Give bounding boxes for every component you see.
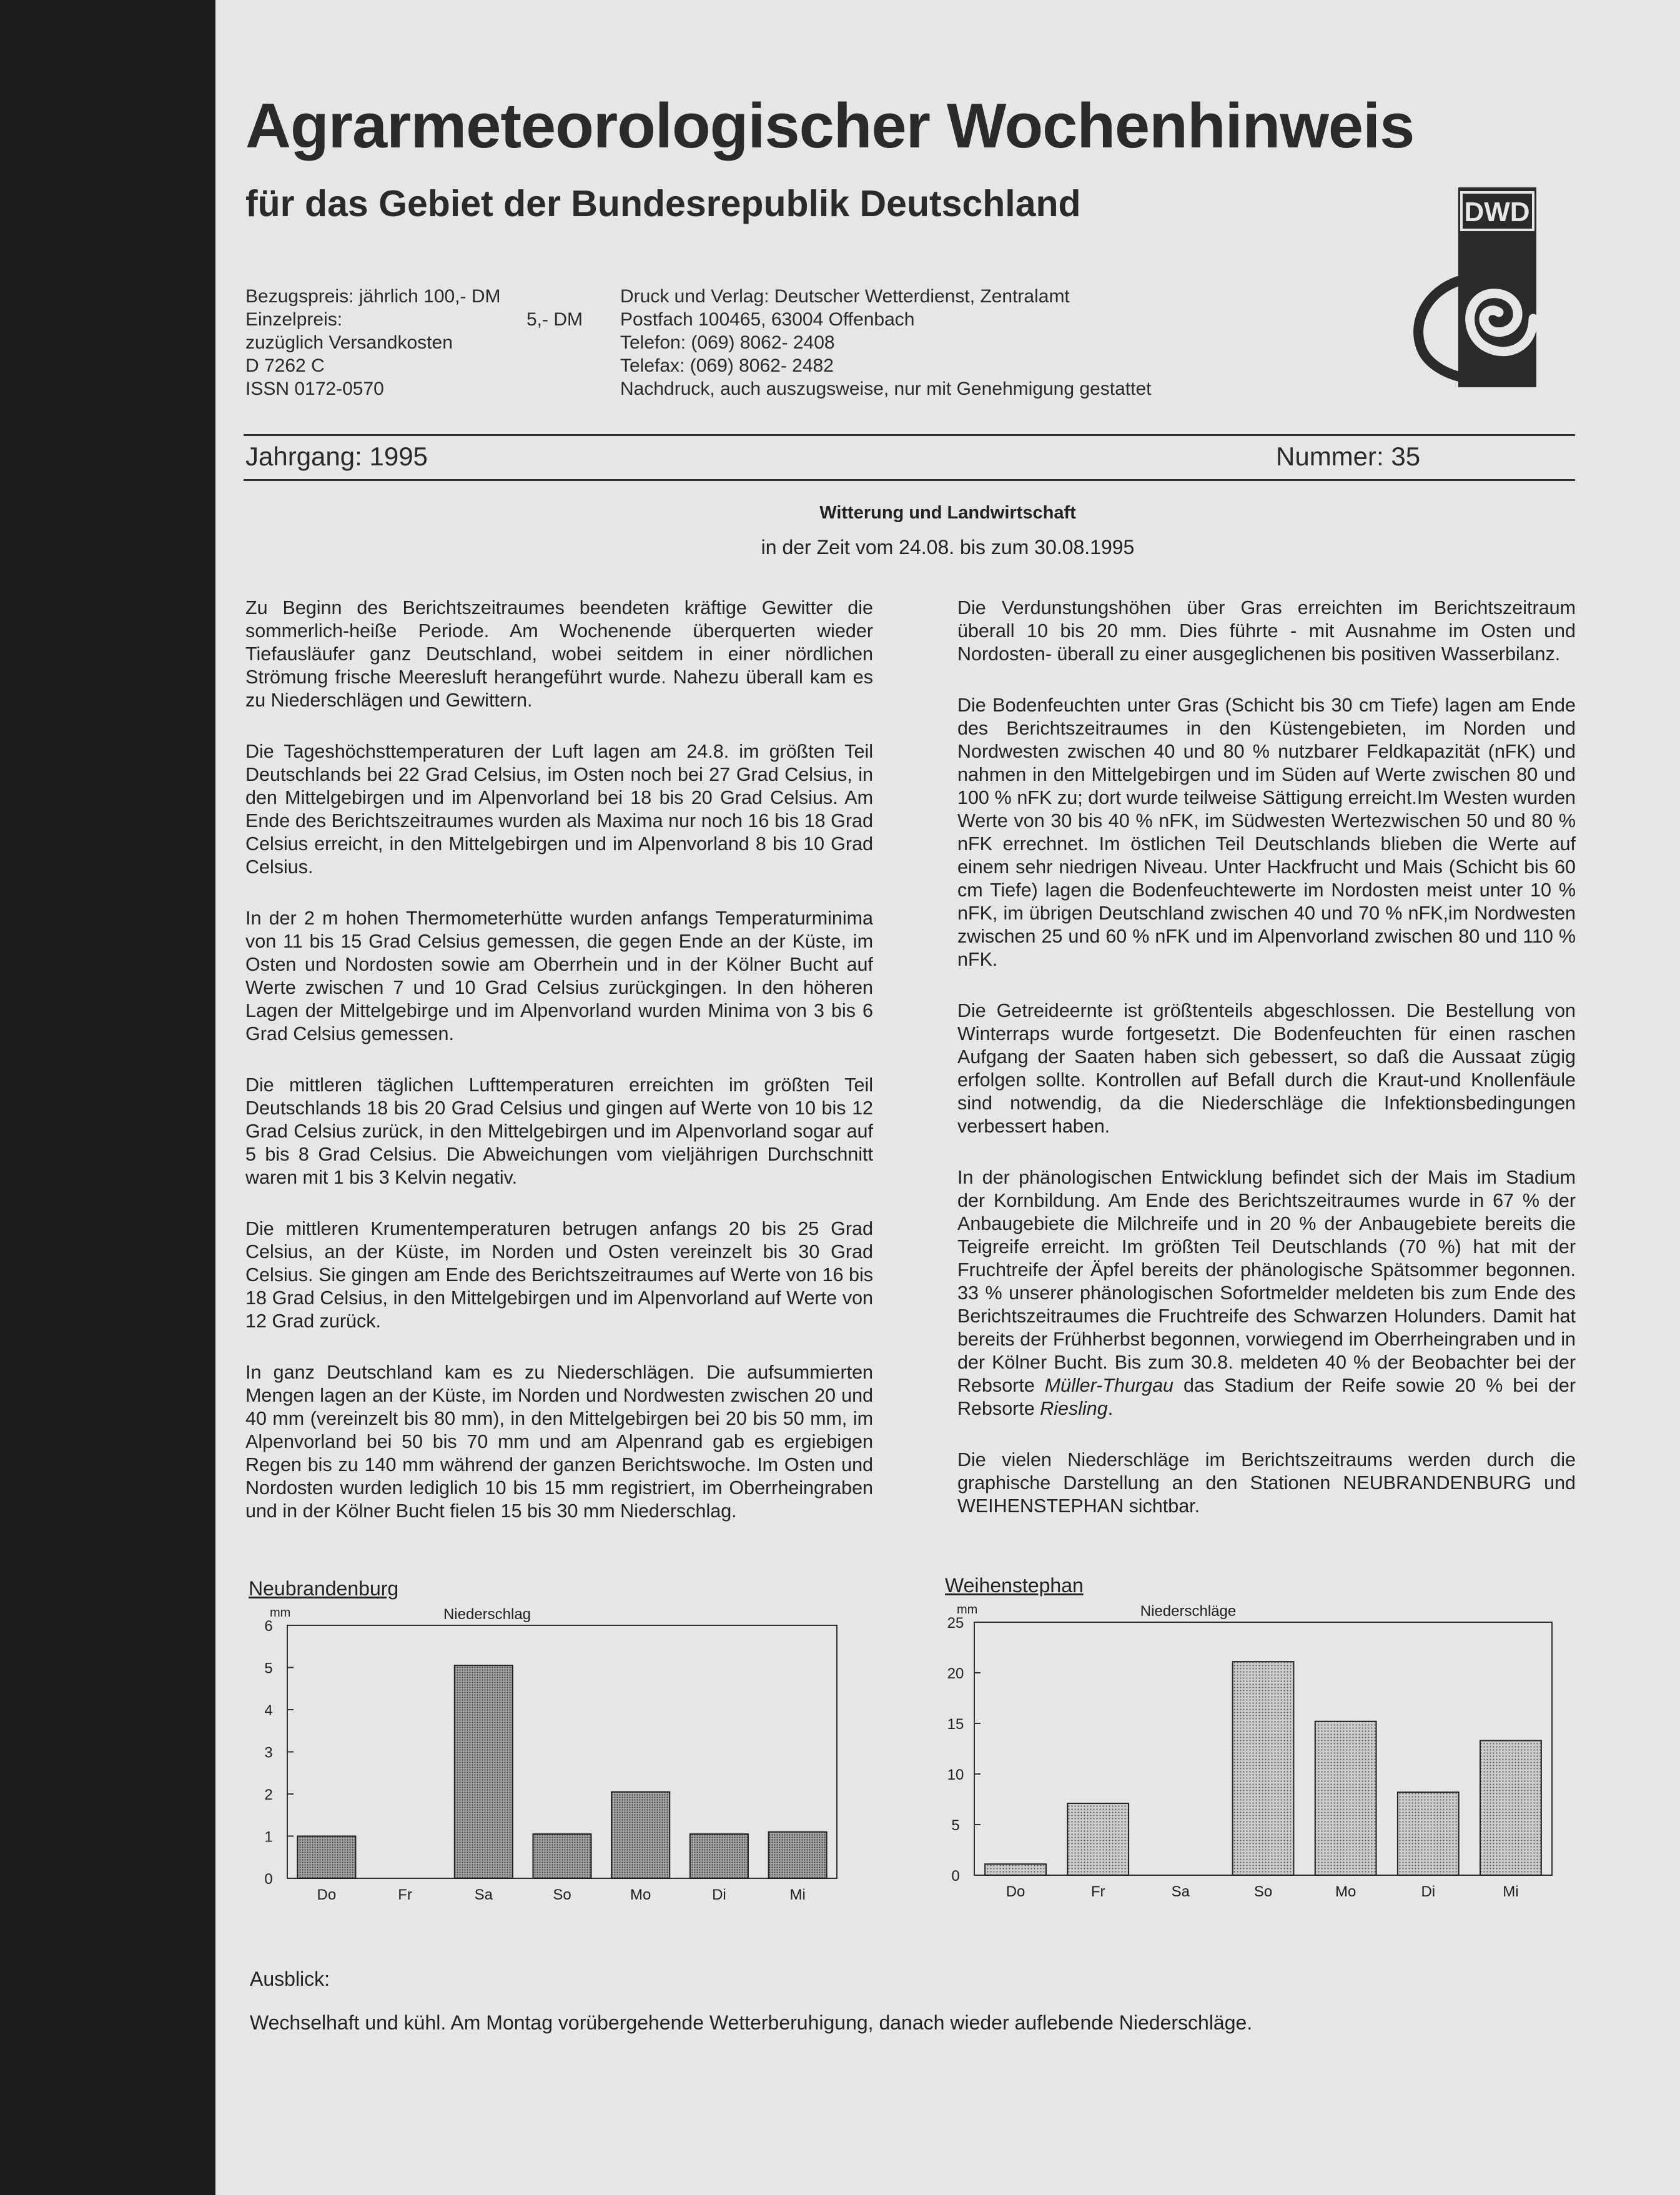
paragraph: In ganz Deutschland kam es zu Niederschlägen. Die aufsummierten Mengen lagen an der Küste, im Norden und Nordwesten zwischen 20 und 40 mm (vereinzelt bis 80 mm), in den Mittelgebirgen bei 20 bis 50 mm, im Alpenvorland bei 50 bis 70 mm und am Alpenrand gab es ergiebigen Regen bis zu 140 mm während der ganzen Berichtswoche. Im Osten und Nordosten wurden lediglich 10 bis 15 mm registriert, im Oberrheingraben und in der Kölner Bucht fielen 15 bis 30 mm Niederschlag.	[245, 1362, 873, 1522]
y-tick-label: 6	[264, 1618, 273, 1635]
x-tick-label: Mi	[789, 1886, 806, 1903]
x-tick-label: Mo	[1335, 1883, 1356, 1900]
publisher-info	[620, 285, 1276, 400]
x-tick-label: Di	[1421, 1883, 1436, 1900]
paragraph: Die Getreideernte ist größtenteils abgeschlossen. Die Bestellung von Winterraps wurde fortgesetzt. Die Bodenfeuchten für einen raschen Aufgang der Saaten haben sich gebessert, so daß die Aussaat zügig erfolgen sollte. Kontrollen auf Befall durch die Kraut-und Knollenfäule sind notwendig, da die Niederschläge die Infektionsbedingungen verbessert haben.	[957, 1000, 1576, 1137]
y-tick-label: 4	[264, 1702, 273, 1719]
chart-station-neubrandenburg: Neubrandenburg	[249, 1577, 399, 1600]
einzelpreis-value: 5,- DM	[526, 309, 583, 330]
paragraph: Zu Beginn des Berichtszeitraumes beendeten kräftige Gewitter die sommerlich-heiße Periode. Am Wochenende überquerten wieder Tiefausläufer ganz Deutschland, wobei seitdem in einer nördlichen Strömung frische Meeresluft herangeführt wurde. Nahezu überall kam es zu Niederschlägen und Gewittern.	[245, 597, 873, 711]
x-tick-label: Fr	[398, 1886, 412, 1903]
y-tick-label: 2	[264, 1786, 273, 1803]
y-tick-label: 3	[264, 1744, 273, 1761]
bar-so	[1233, 1662, 1294, 1875]
weihenstephan-chart	[943, 1596, 1568, 1905]
x-tick-label: Do	[317, 1886, 337, 1903]
paragraph: Die Verdunstungshöhen über Gras erreichten im Berichtszeitraum überall 10 bis 20 mm. Dies führte - mit Ausnahme im Osten und Nordosten- überall zu einer ausgeglichenen bis positiven Wasserbilanz.	[957, 597, 1576, 665]
paragraph: Die mittleren Krumentemperaturen betrugen anfangs 20 bis 25 Grad Celsius, an der Küste, im Norden und Osten vereinzelt bis 30 Grad Celsius. Sie gingen am Ende des Berichtszeitraumes auf Werte von 16 bis 18 Grad Celsius, in den Mittelgebirgen und im Alpenvorland auf Werte von 12 Grad zurück.	[245, 1218, 873, 1332]
pheno-text: .	[1107, 1398, 1114, 1419]
bar-do	[985, 1864, 1046, 1875]
y-tick-label: 5	[951, 1817, 960, 1834]
chart-title: Niederschläge	[1140, 1603, 1237, 1620]
y-tick-label: 10	[947, 1766, 964, 1783]
chart-title: Niederschlag	[443, 1606, 531, 1623]
left-column	[245, 597, 873, 1551]
x-tick-label: Sa	[474, 1886, 493, 1903]
bar-mi	[1480, 1741, 1541, 1875]
issn: ISSN 0172-0570	[245, 379, 384, 399]
outlook-text: Wechselhaft und kühl. Am Montag vorübergehende Wetterberuhigung, danach wieder auflebende Niederschläge.	[250, 2011, 1253, 2034]
bezugspreis: Bezugspreis: jährlich 100,- DM	[245, 286, 501, 307]
header-rule-top	[244, 434, 1575, 436]
x-tick-label: Do	[1006, 1883, 1025, 1900]
section-title: Witterung und Landwirtschaft	[819, 503, 1076, 523]
bar-sa	[455, 1665, 513, 1878]
copyright-line: Nachdruck, auch auszugsweise, nur mit Genehmigung gestattet	[620, 379, 1152, 399]
y-tick-label: 1	[264, 1828, 273, 1846]
newsletter-page	[215, 0, 1680, 2195]
bar-mo	[611, 1792, 670, 1878]
bar-do	[297, 1836, 355, 1879]
y-tick-label: 25	[947, 1615, 964, 1632]
address-line: Postfach 100465, 63004 Offenbach	[620, 309, 915, 330]
paragraph: Die mittleren täglichen Lufttemperaturen erreichten im größten Teil Deutschlands 18 bis 20 Grad Celsius und gingen auf Werte von 10 bis 12 Grad Celsius zurück, in den Mittelgebirgen und im Alpenvorland sogar auf 5 bis 8 Grad Celsius. Die Abweichungen vom vieljährigen Durchschnitt waren mit 1 bis 3 Kelvin negativ.	[245, 1074, 873, 1188]
y-tick-label: 0	[951, 1868, 960, 1885]
right-column	[957, 597, 1576, 1546]
x-tick-label: So	[553, 1886, 571, 1903]
variety-mueller-thurgau: Müller-Thurgau	[1044, 1375, 1174, 1396]
einzelpreis-label: Einzelpreis:	[245, 309, 343, 330]
publication-code: D 7262 C	[245, 355, 325, 376]
x-tick-label: Mi	[1503, 1883, 1519, 1900]
x-tick-label: Di	[712, 1886, 726, 1903]
bar-di	[690, 1834, 748, 1878]
bar-di	[1398, 1792, 1459, 1875]
paragraph: In der 2 m hohen Thermometerhütte wurden anfangs Temperaturminima von 11 bis 15 Grad Celsius gemessen, die gegen Ende an der Küste, im Osten und Nordosten sowie am Oberrhein und in der Kölner Bucht auf Werte zwischen 7 und 10 Grad Celsius zurückgingen. In den höheren Lagen der Mittelgebirge und im Alpenvorland wurden Minima von 3 bis 6 Grad Celsius gemessen.	[245, 908, 873, 1044]
phone-line: Telefon: (069) 8062- 2408	[620, 332, 835, 353]
y-tick-label: 15	[947, 1716, 964, 1733]
y-tick-label: 5	[264, 1660, 273, 1677]
fax-line: Telefax: (069) 8062- 2482	[620, 355, 834, 376]
y-unit-label: mm	[957, 1603, 978, 1617]
variety-riesling: Riesling	[1040, 1398, 1108, 1419]
publisher-line: Druck und Verlag: Deutscher Wetterdienst, Zentralamt	[620, 286, 1070, 307]
x-tick-label: Fr	[1090, 1883, 1105, 1900]
paragraph: Die Bodenfeuchten unter Gras (Schicht bis 30 cm Tiefe) lagen am Ende des Berichtszeitraumes in den Küstengebieten, im Norden und Nordwesten zwischen 40 und 80 % nutzbarer Feldkapazität (nFK) und nahmen in den Mittelgebirgen und im Süden auf Werte zwischen 80 und 100 % nFK zu; dort wurde teilweise Sättigung erreicht.Im Westen wurden Werte von 30 bis 40 % nFK, im Südwesten Wertezwischen 50 und 80 % nFK errechnet. Im östlichen Teil Deutschlands blieben die Werte auf einem sehr niedrigen Niveau. Unter Hackfrucht und Mais (Schicht bis 60 cm Tiefe) lagen die Bodenfeuchtewerte im Nordosten meist unter 10 % nFK, im übrigen Deutschland zwischen 40 und 70 % nFK,im Nordwesten zwischen 25 und 60 % nFK und im Alpenvorland zwischen 80 und 110 % nFK.	[957, 695, 1576, 970]
dwd-logo-text: DWD	[1464, 197, 1530, 227]
bar-mi	[769, 1832, 827, 1878]
price-info	[245, 285, 583, 400]
y-unit-label: mm	[270, 1606, 291, 1620]
jahrgang: Jahrgang: 1995	[245, 442, 428, 471]
y-tick-label: 0	[264, 1871, 273, 1888]
bar-mo	[1315, 1722, 1376, 1875]
phenology-paragraph	[957, 1166, 1576, 1420]
einzelpreis-row	[245, 308, 583, 331]
y-tick-label: 20	[947, 1665, 964, 1682]
x-tick-label: Mo	[630, 1886, 651, 1903]
bar-so	[533, 1834, 591, 1878]
bar-fr	[1067, 1803, 1129, 1875]
neubrandenburg-chart	[247, 1599, 871, 1908]
section-period: in der Zeit vom 24.08. bis zum 30.08.1995	[761, 536, 1135, 558]
pheno-text: In der phänologischen Entwicklung befindet sich der Mais im Stadium der Kornbildung. Am Ende des Berichtszeitraumes wurde in 67 % der Anbaugebiete die Milchreife und in 20 % der Anbaugebiete bereits die Teigreife erreicht. Im größten Teil Deutschlands (70 %) hat mit der Fruchtreife der Äpfel bereits der phänologische Spätsommer begonnen. 33 % unserer phänologischen Sofortmelder meldeten bis zum Ende des Berichtszeitraumes die Fruchtreife des Schwarzen Holunders. Damit hat bereits der Frühherbst begonnen, vorwiegend im Oberrheingraben und in der Kölner Bucht. Bis zum 30.8. meldeten 40 % der Beobachter bei der Rebsorte	[957, 1167, 1576, 1396]
issue-number: Nummer: 35	[1276, 442, 1421, 471]
dwd-logo	[1405, 187, 1536, 387]
page-subtitle: für das Gebiet der Bundesrepublik Deutschland	[245, 183, 1081, 224]
page-title: Agrarmeteorologischer Wochenhinweis	[245, 91, 1415, 161]
x-tick-label: So	[1253, 1883, 1273, 1900]
chart-station-weihenstephan: Weihenstephan	[945, 1574, 1084, 1597]
pheno-text: das Stadium der Reife sowie 20 % bei der Rebsorte	[957, 1375, 1576, 1419]
versand: zuzüglich Versandkosten	[245, 332, 453, 353]
paragraph: Die vielen Niederschläge im Berichtszeitraums werden durch die graphische Darstellung an den Stationen NEUBRANDENBURG und WEIHENSTEPHAN sichtbar.	[957, 1449, 1576, 1517]
header-rule-bottom	[244, 479, 1575, 481]
paragraph: Die Tageshöchsttemperaturen der Luft lagen am 24.8. im größten Teil Deutschlands bei 22 Grad Celsius, im Osten noch bei 27 Grad Celsius, in den Mittelgebirgen und im Alpenvorland bei 18 bis 20 Grad Celsius. Am Ende des Berichtszeitraumes wurden als Maxima nur noch 16 bis 18 Grad Celsius erreicht, in den Mittelgebirgen und im Alpenvorland 8 bis 10 Grad Celsius.	[245, 741, 873, 878]
outlook-label: Ausblick:	[250, 1968, 330, 1990]
x-tick-label: Sa	[1171, 1883, 1190, 1900]
